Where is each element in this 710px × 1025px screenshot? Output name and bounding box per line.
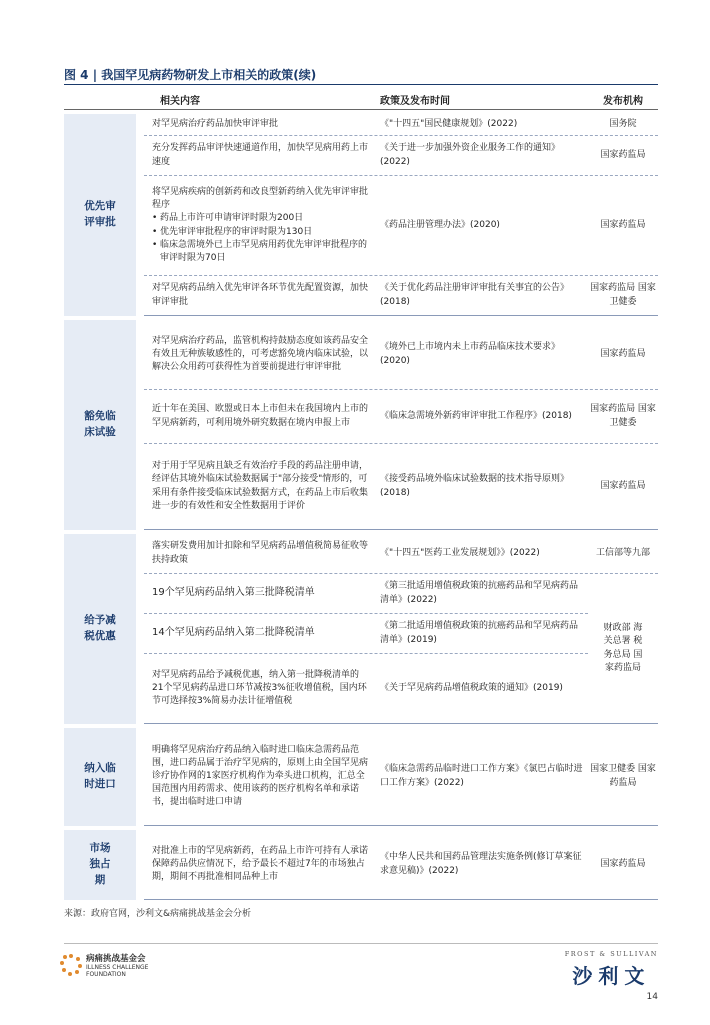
row-content: 对罕见病治疗药品加快审评审批 (152, 118, 279, 129)
row-policy: 《药品注册管理办法》(2020) (380, 219, 500, 230)
header-policy: 政策及发布时间 (380, 96, 450, 107)
row-policy: 《"十四五"国民健康规划》(2022) (380, 118, 518, 129)
row-policy: 《"十四五"医药工业发展规划》》(2022) (380, 547, 540, 558)
logo-name-en2: FOUNDATION (86, 971, 126, 979)
merged-rows-left (144, 574, 588, 724)
logo-name-cn: 病痛挑战基金会 (86, 954, 146, 964)
logo-en: FROST & SULLIVAN (564, 950, 658, 958)
row-content: 对批准上市的罕见病新药，在药品上市许可持有人承诺保障药品供应情况下，给予最长不超过7年的市场独占期，期间不再批准相同品种上市 (152, 845, 369, 883)
logo-cn: 沙利文 (572, 964, 651, 988)
merged-org (588, 574, 658, 724)
table-row (144, 390, 658, 444)
row-content: 对罕见病药品给予减税优惠，纳入第一批降税清单的21个罕见病药品进口环节减按3%征收增值税，国内环节可选择按3%简易办法计征增值税 (152, 669, 367, 707)
category-text: 给予减税优惠 (84, 614, 116, 642)
row-org: 国家药监局 (600, 858, 646, 869)
table-row (144, 614, 588, 654)
group-rows (144, 830, 658, 900)
group-market-exclusivity (64, 830, 658, 900)
group-tax-relief (64, 534, 658, 724)
category-label (64, 728, 136, 826)
table-row (144, 444, 658, 530)
illness-challenge-logo (60, 952, 148, 978)
bullet-item: • 优先审评审批程序的审评时限为130日 (152, 226, 368, 239)
row-org: 工信部等九部 (595, 547, 650, 558)
row-org: 国家药监局 (600, 219, 646, 230)
merged-org-text: 财政部 海关总署 税务总局 国家药监局 (603, 622, 643, 673)
page-number: 14 (646, 992, 658, 1002)
row-policy: 《中华人民共和国药品管理法实施条例(修订草案征求意见稿)》(2022) (380, 852, 582, 876)
row-content: 对于用于罕见病且缺乏有效治疗手段的药品注册申请，经评估其境外临床试验数据属于"部分接受"情形的，可采用有条件接受临床试验数据方式，在药品上市后收集进一步的有效性和安全性数据用于评价 (152, 461, 369, 511)
row-content-lead: 将罕见病疾病的创新药和改良型新药纳入优先审评审批程序 (152, 187, 369, 211)
merged-rows (144, 574, 658, 724)
row-org: 国家药监局 国家卫健委 (590, 404, 656, 428)
row-content (144, 183, 372, 267)
row-policy: 《关于进一步加强外资企业服务工作的通知》(2022) (380, 143, 561, 167)
row-policy: 《第二批适用增值税政策的抗癌药品和罕见病药品清单》(2019) (380, 621, 579, 645)
row-content: 充分发挥药品审评快速通道作用，加快罕见病用药上市速度 (152, 143, 369, 167)
row-content: 对罕见病药品纳入优先审评各环节优先配置资源，加快审评审批 (152, 283, 369, 307)
category-label (64, 114, 136, 316)
group-rows (144, 728, 658, 826)
row-content: 近十年在美国、欧盟或日本上市但未在我国境内上市的罕见病新药，可利用境外研究数据在境内申报上市 (152, 404, 369, 428)
category-text: 纳入临时进口 (84, 762, 116, 790)
logo-name-en1: ILLNESS CHALLENGE (86, 964, 149, 971)
row-org: 国家卫健委 国家药监局 (590, 764, 656, 788)
footer-divider (64, 943, 658, 944)
row-policy: 《关于优化药品注册审评审批有关事宜的公告》(2018) (380, 283, 570, 307)
frost-sullivan-logo (565, 950, 658, 989)
source-note: 来源：政府官网，沙利文&病痛挑战基金会分析 (64, 909, 252, 919)
row-org: 国务院 (609, 118, 637, 129)
table-row (144, 176, 658, 276)
row-policy: 《境外已上市境内未上市药品临床技术要求》(2020) (380, 342, 561, 366)
logo-text-block (86, 952, 148, 978)
group-rows (144, 534, 658, 724)
table-row (144, 320, 658, 390)
table-row (144, 574, 588, 614)
row-org: 国家药监局 (600, 149, 646, 160)
figure-title: 图 4 | 我国罕见病药物研发上市相关的政策(续) (64, 68, 317, 82)
table-row (144, 654, 588, 724)
row-content: 对罕见病治疗药品，监管机构持鼓励态度如该药品安全有效且无种族敏感性的，可考虑豁免境内临床试验，以解决公众用药可获得性为首要前提进行审评审批 (152, 335, 369, 373)
table-row (144, 114, 658, 136)
row-content: 19个罕见病药品纳入第三批降税清单 (152, 587, 315, 599)
group-rows (144, 320, 658, 530)
group-temporary-import (64, 728, 658, 826)
table-row (144, 534, 658, 574)
table-row (144, 276, 658, 316)
group-clinical-waiver (64, 320, 658, 530)
row-content: 明确将罕见病治疗药品纳入临时进口临床急需药品范围，进口药品属于治疗罕见病的，原则上由全国罕见病诊疗协作网的1家医疗机构作为牵头进口机构，汇总全国范围内用药需求、使用该药的医疗机构名单和承诺书，提出临时进口申请 (152, 744, 369, 808)
row-org: 国家药监局 国家卫健委 (590, 283, 656, 307)
policy-table (64, 90, 658, 900)
group-priority-review (64, 114, 658, 316)
table-row (144, 136, 658, 176)
group-rows (144, 114, 658, 316)
header-org: 发布机构 (603, 96, 643, 107)
table-row (144, 830, 658, 900)
category-label (64, 320, 136, 530)
row-policy: 《第三批适用增值税政策的抗癌药品和罕见病药品清单》(2022) (380, 581, 579, 605)
category-label (64, 830, 136, 900)
row-policy: 《临床急需药品临时进口工作方案》《氯巴占临时进口工作方案》(2022) (380, 764, 583, 788)
row-org: 国家药监局 (600, 348, 646, 359)
category-text: 豁免临床试验 (84, 410, 116, 438)
category-text: 优先审评审批 (84, 200, 116, 228)
row-policy: 《临床急需境外新药审评审批工作程序》(2018) (380, 410, 572, 421)
logo-dots-icon (60, 954, 82, 976)
row-content: 14个罕见病药品纳入第二批降税清单 (152, 627, 315, 639)
row-content: 落实研发费用加计扣除和罕见病药品增值税简易征收等扶持政策 (152, 541, 369, 565)
table-header (64, 90, 658, 110)
bullet-item: • 临床急需境外已上市罕见病用药优先审评审批程序的审评时限为70日 (152, 239, 368, 265)
row-policy: 《关于罕见病药品增值税政策的通知》(2019) (380, 682, 563, 693)
title-rule (64, 84, 658, 85)
category-label (64, 534, 136, 724)
bullet-item: • 药品上市许可申请审评时限为200日 (152, 212, 368, 225)
header-content: 相关内容 (160, 96, 200, 107)
row-policy: 《接受药品境外临床试验数据的技术指导原则》(2018) (380, 474, 570, 498)
category-text: 市场独占期 (89, 842, 111, 886)
row-org: 国家药监局 (600, 480, 646, 491)
bullet-list (152, 212, 368, 264)
table-row (144, 728, 658, 826)
